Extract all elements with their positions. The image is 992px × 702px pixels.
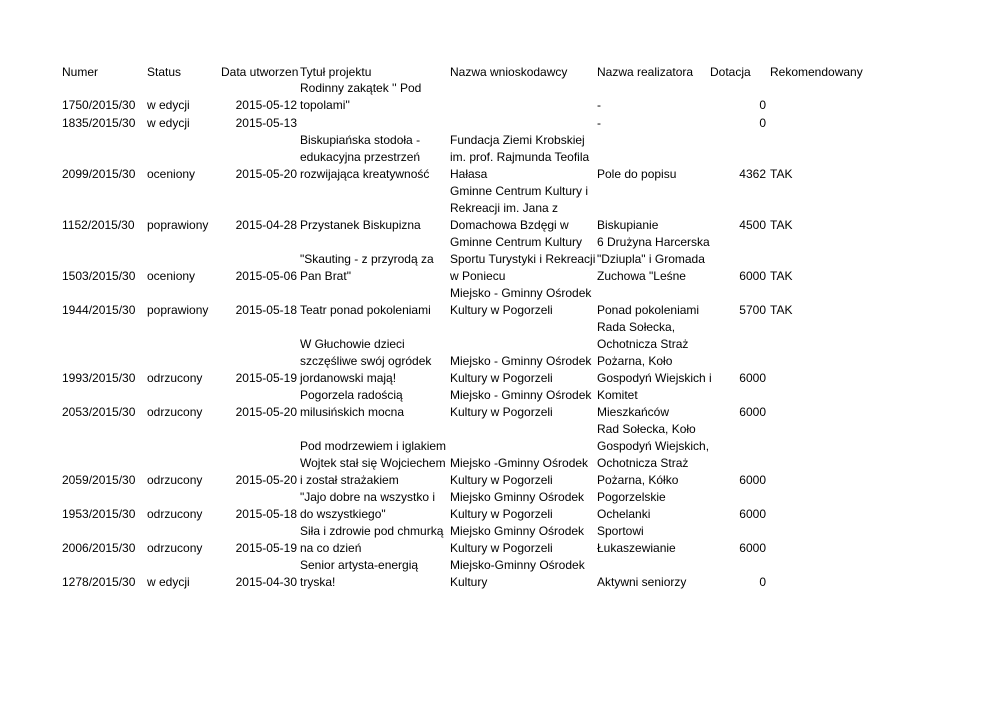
cell-wnioskodawca-line: Miejsko -Gminny Ośrodek <box>450 456 589 470</box>
cell-tytul-line: i został strażakiem <box>300 473 399 487</box>
cell-realizator-line: Aktywni seniorzy <box>597 575 687 589</box>
cell-tytul-line: Pogorzela radością <box>300 388 403 402</box>
cell-realizator-line: Mieszkańców <box>597 405 670 419</box>
cell-numer: 1750/2015/30 <box>62 98 136 112</box>
cell-realizator-line: Pożarna, Kółko <box>597 473 679 487</box>
cell-data: 2015-05-19 <box>235 371 297 385</box>
cell-data: 2015-04-28 <box>235 218 297 232</box>
cell-numer: 1993/2015/30 <box>62 371 136 385</box>
cell-dotacja: 4500 <box>739 218 766 232</box>
cell-dotacja: 6000 <box>739 405 766 419</box>
cell-realizator-line: "Dziupla" i Gromada <box>597 252 705 266</box>
cell-wnioskodawca-line: Rekreacji im. Jana z <box>450 201 559 215</box>
header-dotacja: Dotacja <box>710 65 751 79</box>
cell-dotacja: 6000 <box>739 541 766 555</box>
cell-data: 2015-05-18 <box>235 507 297 521</box>
cell-realizator-line: - <box>597 98 601 112</box>
cell-status: odrzucony <box>147 541 203 555</box>
cell-numer: 2006/2015/30 <box>62 541 136 555</box>
cell-realizator-line: Gospodyń Wiejskich, <box>597 439 710 453</box>
cell-realizator-line: Ochotnicza Straż <box>597 337 689 351</box>
cell-tytul-line: szczęśliwe swój ogródek <box>300 354 432 368</box>
cell-dotacja: 0 <box>759 116 766 130</box>
cell-status: w edycji <box>147 116 190 130</box>
cell-tytul-line: Pan Brat" <box>300 269 351 283</box>
header-rekomendowany: Rekomendowany <box>770 65 863 79</box>
cell-wnioskodawca-line: Domachowa Bzdęgi w <box>450 218 569 232</box>
cell-tytul-line: W Głuchowie dzieci <box>300 337 405 351</box>
cell-rekomendowany: TAK <box>770 303 793 317</box>
cell-tytul-line: topolami'' <box>300 98 350 112</box>
cell-realizator-line: Ochelanki <box>597 507 651 521</box>
cell-tytul-line: Pod modrzewiem i iglakiem <box>300 439 447 453</box>
cell-data: 2015-04-30 <box>235 575 297 589</box>
cell-tytul-line: Wojtek stał się Wojciechem <box>300 456 446 470</box>
cell-tytul-line: Siła i zdrowie pod chmurką <box>300 524 444 538</box>
cell-tytul-line: milusińskich mocna <box>300 405 405 419</box>
cell-realizator-line: Pogorzelskie <box>597 490 666 504</box>
cell-status: w edycji <box>147 98 190 112</box>
cell-wnioskodawca-line: Kultury <box>450 575 488 589</box>
cell-tytul-line: rozwijająca kreatywność <box>300 167 430 181</box>
cell-wnioskodawca-line: Kultury w Pogorzeli <box>450 473 553 487</box>
cell-rekomendowany: TAK <box>770 269 793 283</box>
cell-data: 2015-05-20 <box>235 167 297 181</box>
cell-wnioskodawca-line: Kultury w Pogorzeli <box>450 371 553 385</box>
cell-numer: 1953/2015/30 <box>62 507 136 521</box>
cell-numer: 1152/2015/30 <box>62 218 135 232</box>
cell-tytul-line: "Skauting - z przyrodą za <box>300 252 434 266</box>
cell-rekomendowany: TAK <box>770 218 793 232</box>
cell-dotacja: 6000 <box>739 371 766 385</box>
cell-realizator-line: Komitet <box>597 388 638 402</box>
cell-tytul-line: "Jajo dobre na wszystko i <box>300 490 435 504</box>
cell-realizator-line: Ochotnicza Straż <box>597 456 689 470</box>
cell-data: 2015-05-12 <box>235 98 297 112</box>
cell-realizator-line: Biskupianie <box>597 218 659 232</box>
cell-wnioskodawca-line: im. prof. Rajmunda Teofila <box>450 150 590 164</box>
header-numer: Numer <box>62 65 99 79</box>
cell-wnioskodawca-line: Miejsko - Gminny Ośrodek <box>450 388 592 402</box>
cell-wnioskodawca-line: Kultury w Pogorzeli <box>450 405 553 419</box>
cell-tytul-line: jordanowski mają! <box>300 371 397 385</box>
cell-wnioskodawca-line: Miejsko Gminny Ośrodek <box>450 524 585 538</box>
cell-tytul-line: na co dzień <box>300 541 362 555</box>
cell-status: poprawiony <box>147 303 209 317</box>
cell-wnioskodawca-line: Miejsko Gminny Ośrodek <box>450 490 585 504</box>
cell-dotacja: 6000 <box>739 269 766 283</box>
cell-realizator-line: Gospodyń Wiejskich i <box>597 371 712 385</box>
cell-tytul-line: Biskupiańska stodoła - <box>300 133 421 147</box>
cell-wnioskodawca-line: w Poniecu <box>450 269 506 283</box>
cell-wnioskodawca-line: Kultury w Pogorzeli <box>450 541 553 555</box>
cell-realizator-line: 6 Drużyna Harcerska <box>597 235 710 249</box>
cell-wnioskodawca-line: Kultury w Pogorzeli <box>450 303 553 317</box>
cell-wnioskodawca-line: Miejsko - Gminny Ośrodek <box>450 354 592 368</box>
cell-data: 2015-05-13 <box>235 116 297 130</box>
header-data: Data utworzen <box>221 65 299 79</box>
cell-tytul-line: tryska! <box>300 575 336 589</box>
cell-numer: 1503/2015/30 <box>62 269 136 283</box>
cell-status: oceniony <box>147 167 196 181</box>
cell-data: 2015-05-19 <box>235 541 297 555</box>
cell-data: 2015-05-20 <box>235 473 297 487</box>
cell-data: 2015-05-18 <box>235 303 297 317</box>
header-status: Status <box>147 65 182 79</box>
cell-wnioskodawca-line: Gminne Centrum Kultury i <box>450 184 589 198</box>
header-tytul: Tytuł projektu <box>300 65 372 79</box>
cell-dotacja: 6000 <box>739 507 766 521</box>
cell-rekomendowany: TAK <box>770 167 793 181</box>
cell-wnioskodawca-line: Gminne Centrum Kultury <box>450 235 583 249</box>
cell-data: 2015-05-20 <box>235 405 297 419</box>
cell-wnioskodawca-line: Miejsko-Gminny Ośrodek <box>450 558 585 572</box>
cell-realizator-line: Pole do popisu <box>597 167 677 181</box>
cell-status: poprawiony <box>147 218 209 232</box>
cell-wnioskodawca-line: Kultury w Pogorzeli <box>450 507 553 521</box>
cell-status: oceniony <box>147 269 196 283</box>
cell-numer: 1835/2015/30 <box>62 116 136 130</box>
cell-wnioskodawca-line: Miejsko - Gminny Ośrodek <box>450 286 592 300</box>
cell-realizator-line: Rad Sołecka, Koło <box>597 422 696 436</box>
cell-realizator-line: Zuchowa "Leśne <box>597 269 686 283</box>
cell-tytul-line: Przystanek Biskupizna <box>300 218 421 232</box>
cell-tytul-line: Rodinny zakątek '' Pod <box>300 81 422 95</box>
cell-data: 2015-05-06 <box>235 269 297 283</box>
cell-status: odrzucony <box>147 371 203 385</box>
cell-wnioskodawca-line: Fundacja Ziemi Krobskiej <box>450 133 585 147</box>
cell-wnioskodawca-line: Sportu Turystyki i Rekreacji <box>450 252 596 266</box>
cell-realizator-line: Sportowi <box>597 524 644 538</box>
cell-dotacja: 0 <box>759 575 766 589</box>
cell-tytul-line: edukacyjna przestrzeń <box>300 150 421 164</box>
header-realizator: Nazwa realizatora <box>597 65 694 79</box>
cell-realizator-line: Łukaszewianie <box>597 541 676 555</box>
cell-wnioskodawca-line: Hałasa <box>450 167 488 181</box>
cell-tytul-line: Senior artysta-energią <box>300 558 419 572</box>
cell-realizator-line: Pożarna, Koło <box>597 354 673 368</box>
cell-numer: 1278/2015/30 <box>62 575 136 589</box>
cell-status: odrzucony <box>147 507 203 521</box>
cell-realizator-line: - <box>597 116 601 130</box>
header-wnioskodawca: Nazwa wnioskodawcy <box>450 65 568 79</box>
cell-numer: 2099/2015/30 <box>62 167 136 181</box>
cell-status: odrzucony <box>147 405 203 419</box>
cell-dotacja: 0 <box>759 98 766 112</box>
cell-numer: 2053/2015/30 <box>62 405 136 419</box>
cell-numer: 2059/2015/30 <box>62 473 136 487</box>
cell-realizator-line: Rada Sołecka, <box>597 320 676 334</box>
cell-dotacja: 6000 <box>739 473 766 487</box>
cell-tytul-line: do wszystkiego" <box>300 507 386 521</box>
cell-tytul-line: Teatr ponad pokoleniami <box>300 303 431 317</box>
cell-status: w edycji <box>147 575 190 589</box>
cell-dotacja: 5700 <box>739 303 766 317</box>
cell-realizator-line: Ponad pokoleniami <box>597 303 700 317</box>
cell-dotacja: 4362 <box>739 167 766 181</box>
cell-numer: 1944/2015/30 <box>62 303 136 317</box>
cell-status: odrzucony <box>147 473 203 487</box>
